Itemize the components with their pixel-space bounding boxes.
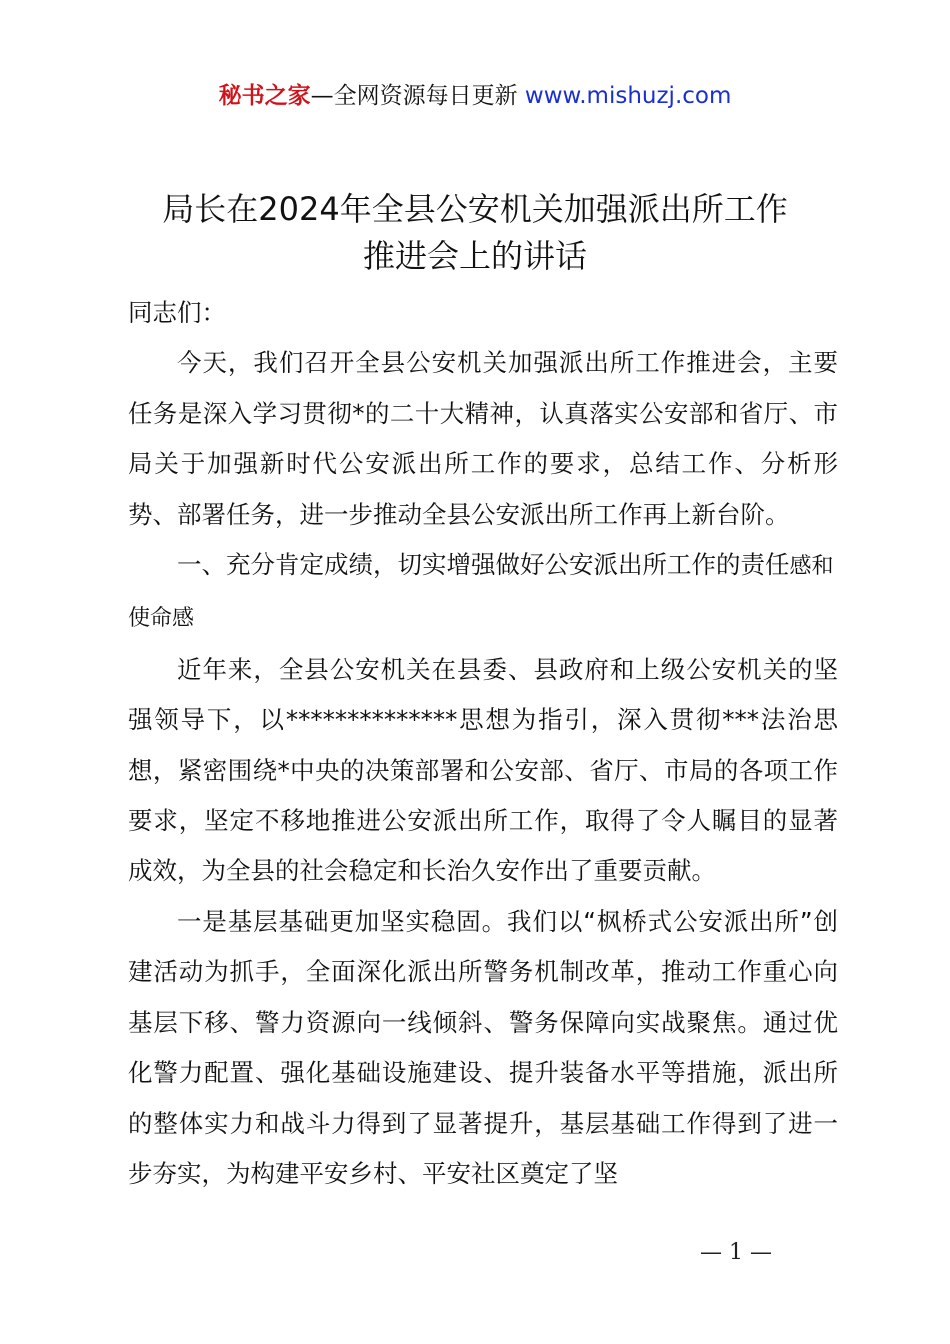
paragraph-intro: 今天，我们召开全县公安机关加强派出所工作推进会，主要任务是深入学习贯彻*的二十大精神，认真落实公安部和省厅、市局关于加强新时代公安派出所工作的要求，总结工作、分析形势、部署任务，进一步推动全县公安派出所工作再上新台阶。 <box>128 348 838 529</box>
document-title <box>80 186 870 280</box>
title-line-2: 推进会上的讲话 <box>362 237 587 275</box>
page-number: — 1 — <box>700 1240 772 1265</box>
site-brand: 秘书之家 <box>218 83 311 109</box>
section-heading-1 <box>128 540 838 645</box>
section-heading-1-line-2: 感和使命感 <box>128 554 834 632</box>
site-header <box>0 80 950 112</box>
site-tagline: —全网资源每日更新 <box>310 83 525 109</box>
document-body <box>128 288 838 1199</box>
salutation: 同志们： <box>128 298 226 327</box>
paragraph-achievements: 近年来，全县公安机关在县委、县政府和上级公安机关的坚强领导下，以**************思想为指引，深入贯彻***法治思想，紧密围绕*中央的决策部署和公安部、省厅、市局的各项工作要求，坚定不移地推进公安派出所工作，取得了令人瞩目的显著成效，为全县的社会稳定和长治久安作出了重要贡献。 <box>128 654 838 886</box>
section-heading-1-line-1: 一、充分肯定成绩，切实增强做好公安派出所工作的责任 <box>177 550 790 580</box>
site-url-link[interactable]: www.mishuzj.com <box>524 83 732 109</box>
title-line-1: 局长在2024年全县公安机关加强派出所工作 <box>162 190 788 228</box>
paragraph-grassroots: 一是基层基础更加坚实稳固。我们以“枫桥式公安派出所”创建活动为抓手，全面深化派出所警务机制改革，推动工作重心向基层下移、警力资源向一线倾斜、警务保障向实战聚焦。通过优化警力配置、强化基础设施建设、提升装备水平等措施，派出所的整体实力和战斗力得到了显著提升，基层基础工作得到了进一步夯实，为构建平安乡村、平安社区奠定了坚 <box>128 906 838 1188</box>
